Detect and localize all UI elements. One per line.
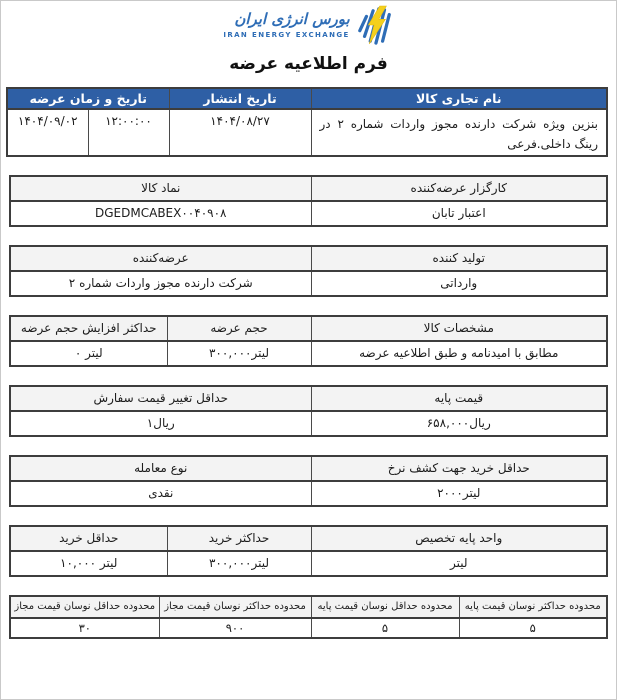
max-base-fluct-value: ۵: [459, 618, 607, 638]
broker-symbol-table: [9, 175, 608, 227]
min-tick-value: ریال۱: [10, 411, 311, 436]
table-row: [10, 551, 607, 576]
supplier-header: عرضه‌کننده: [10, 246, 311, 271]
table-row: [10, 481, 607, 506]
allocation-table: [9, 525, 608, 577]
alloc-unit-value: لیتر: [311, 551, 607, 576]
table-row: [10, 618, 607, 638]
table-header-row: [10, 526, 607, 551]
min-allowed-fluct-header: محدوده حداقل نوسان قیمت مجاز: [10, 596, 159, 618]
iex-logo-text: [223, 11, 349, 38]
table-header-row: [10, 456, 607, 481]
specs-header: مشخصات کالا: [311, 316, 607, 341]
fluctuation-range-table: [9, 595, 608, 639]
min-buy-header: حداقل خرید: [10, 526, 167, 551]
producer-value: وارداتی: [311, 271, 607, 296]
max-buy-value: لیتر۳۰۰,۰۰۰: [167, 551, 311, 576]
table-header-row: [10, 176, 607, 201]
min-discovery-value: لیتر۲۰۰۰: [311, 481, 607, 506]
publish-date-value: ۱۴۰۴/۰۸/۲۷: [169, 109, 311, 156]
volume-header: حجم عرضه: [167, 316, 311, 341]
max-base-fluct-header: محدوده حداکثر نوسان قیمت پایه: [459, 596, 607, 618]
producer-supplier-table: [9, 245, 608, 297]
iex-logo-name-fa: بورس انرژی ایران: [234, 10, 350, 29]
supply-date-value: ۱۴۰۴/۰۹/۰۲: [7, 109, 88, 156]
specs-volume-table: [9, 315, 608, 367]
broker-header: کارگزار عرضه‌کننده: [311, 176, 607, 201]
table-header-row: [10, 316, 607, 341]
table-header-row: [7, 88, 607, 109]
max-increase-value: لیتر ۰: [10, 341, 167, 366]
table-row: [10, 411, 607, 436]
base-price-value: ریال۶۵۸,۰۰۰: [311, 411, 607, 436]
trade-name-table: [6, 87, 608, 157]
deal-type-value: نقدی: [10, 481, 311, 506]
base-price-header: قیمت پایه: [311, 386, 607, 411]
table-row: [10, 271, 607, 296]
table-row: [10, 341, 607, 366]
table-header-row: [10, 596, 607, 618]
alloc-unit-header: واحد پایه تخصیص: [311, 526, 607, 551]
min-buy-value: لیتر ۱۰,۰۰۰: [10, 551, 167, 576]
iex-lightning-logo-icon: [356, 5, 394, 45]
discovery-dealtype-table: [9, 455, 608, 507]
max-increase-header: حداکثر افزایش حجم عرضه: [10, 316, 167, 341]
min-allowed-fluct-value: ۳۰: [10, 618, 159, 638]
table-header-row: [10, 386, 607, 411]
max-buy-header: حداکثر خرید: [167, 526, 311, 551]
table-header-row: [10, 246, 607, 271]
table-row: [7, 109, 607, 156]
symbol-header: نماد کالا: [10, 176, 311, 201]
publish-date-header: تاریخ انتشار: [169, 88, 311, 109]
min-tick-header: حداقل تغییر قیمت سفارش: [10, 386, 311, 411]
iex-logo-name-en: IRAN ENERGY EXCHANGE: [223, 30, 350, 39]
min-base-fluct-value: ۵: [311, 618, 459, 638]
producer-header: تولید کننده: [311, 246, 607, 271]
table-row: [10, 201, 607, 226]
broker-value: اعتبار تابان: [311, 201, 607, 226]
min-base-fluct-header: محدوده حداقل نوسان قیمت پایه: [311, 596, 459, 618]
deal-type-header: نوع معامله: [10, 456, 311, 481]
supplier-value: شرکت دارنده مجوز واردات شماره ۲: [10, 271, 311, 296]
page-title: فرم اطلاعیه عرضه: [229, 54, 388, 74]
max-allowed-fluct-header: محدوده حداکثر نوسان قیمت مجاز: [159, 596, 311, 618]
min-discovery-header: حداقل خرید جهت کشف نرخ: [311, 456, 607, 481]
max-allowed-fluct-value: ۹۰۰: [159, 618, 311, 638]
specs-value: مطابق با امیدنامه و طبق اطلاعیه عرضه: [311, 341, 607, 366]
trade-name-header: نام تجاری کالا: [311, 88, 607, 109]
volume-value: لیتر۳۰۰,۰۰۰: [167, 341, 311, 366]
iex-logo: [9, 5, 608, 45]
supply-time-value: ۱۲:۰۰:۰۰: [88, 109, 169, 156]
symbol-value: DGEDMCABEX۰۰۴۰۹۰۸: [10, 201, 311, 226]
supply-datetime-header: تاریخ و زمان عرضه: [7, 88, 169, 109]
trade-name-value: بنزین ویژه شرکت دارنده مجوز واردات شماره ۲ در رینگ داخلی.فرعی: [311, 109, 607, 156]
base-price-table: [9, 385, 608, 437]
